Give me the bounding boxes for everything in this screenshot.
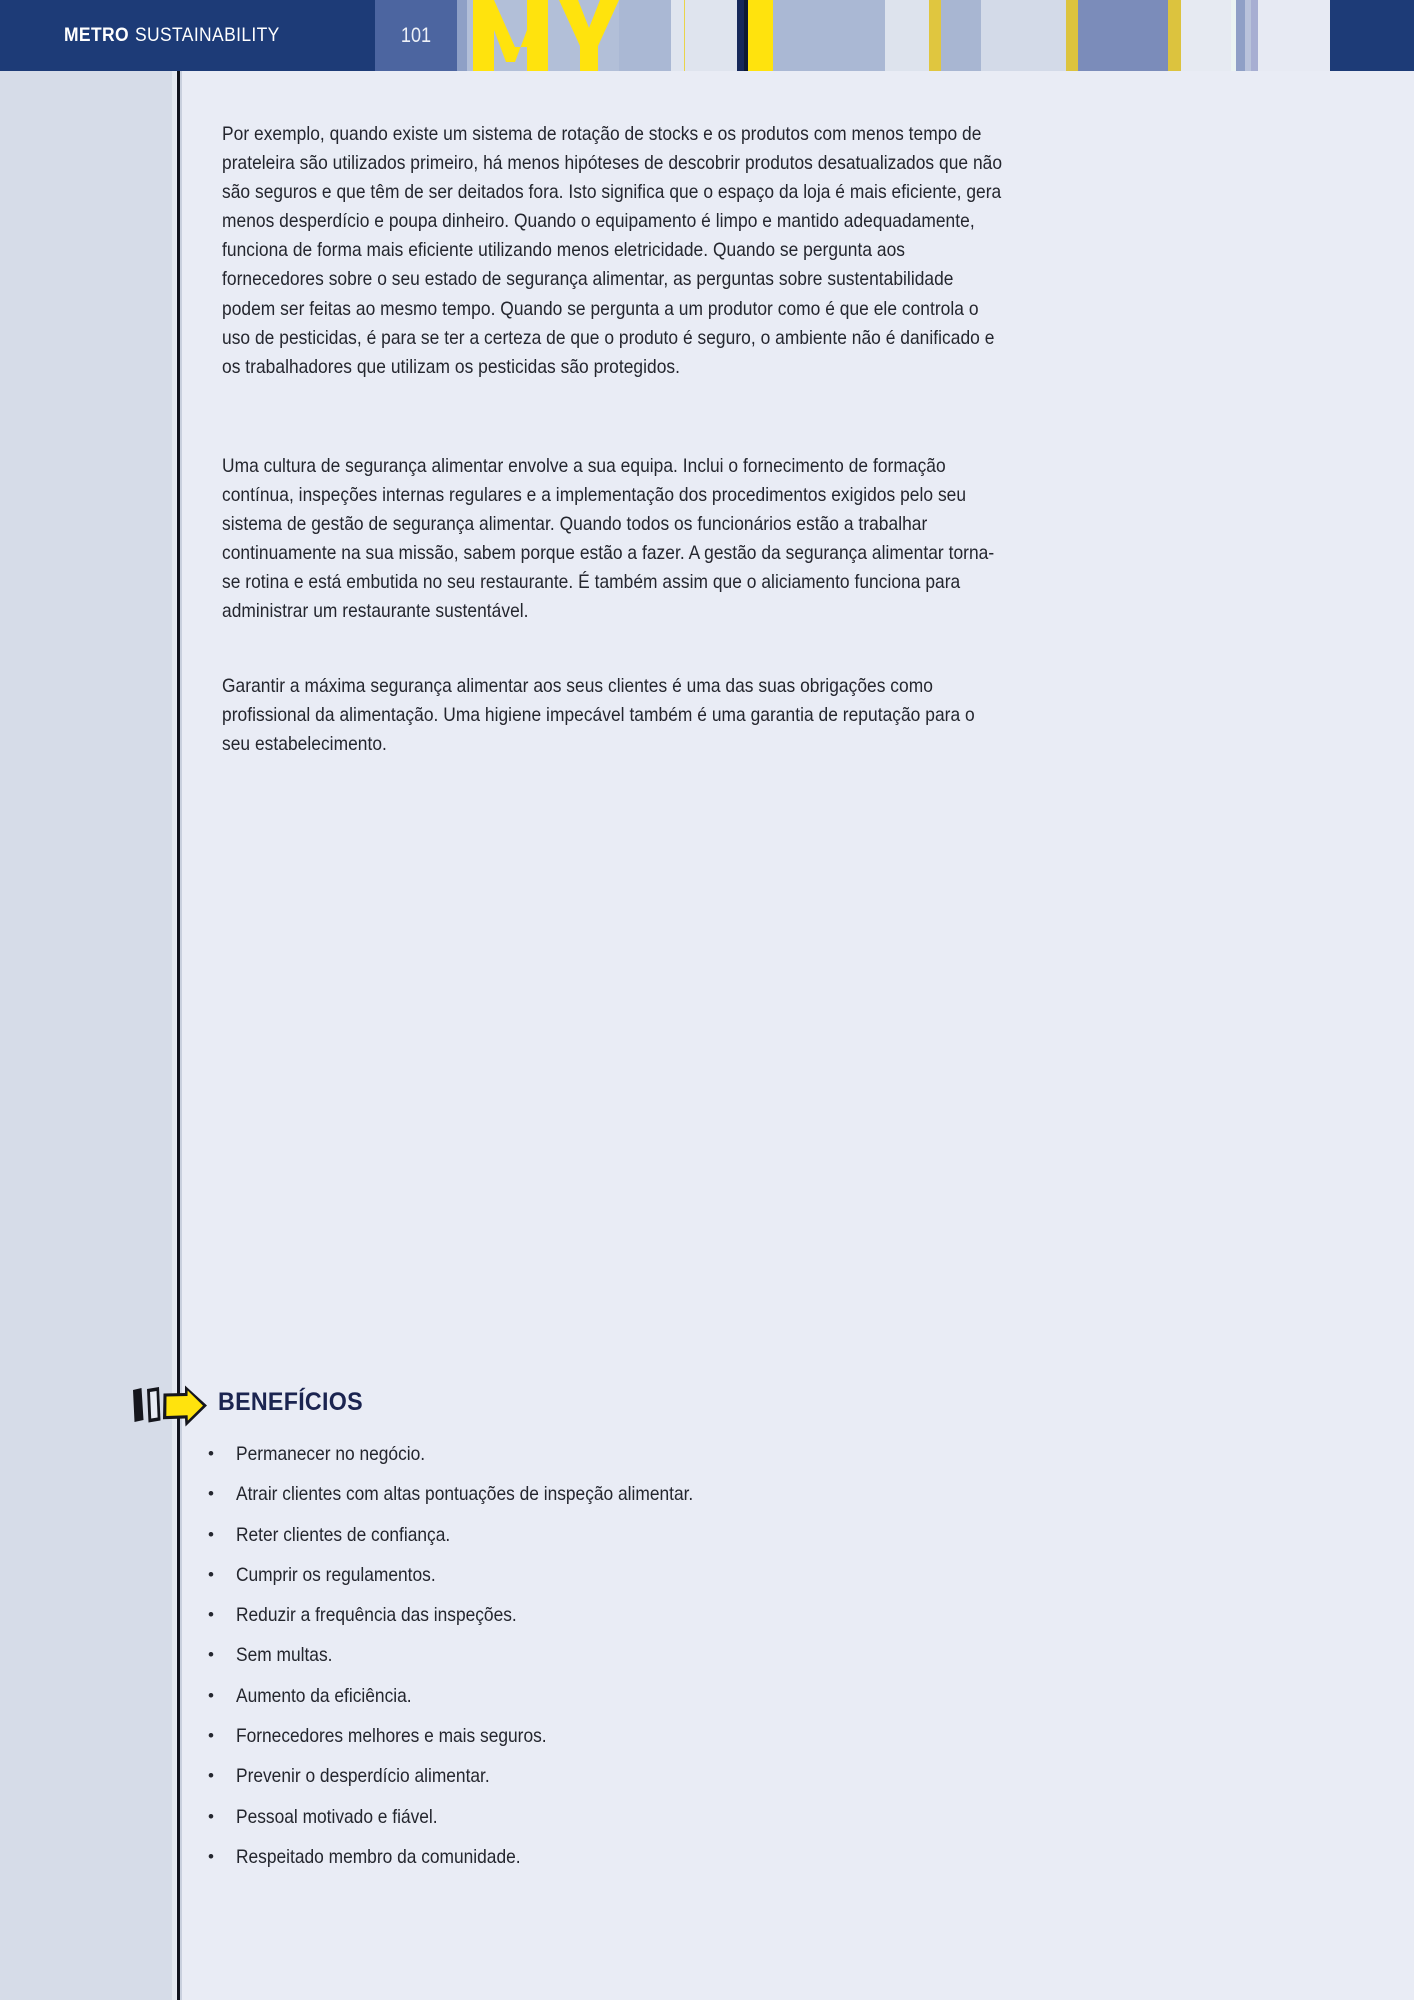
benefits-section bbox=[130, 1388, 1130, 1868]
benefit-item bbox=[208, 1797, 1108, 1837]
benefits-title: BENEFÍCIOS bbox=[218, 1388, 363, 1416]
header-my-logo bbox=[467, 0, 619, 71]
benefit-item bbox=[208, 1635, 1108, 1675]
benefit-item bbox=[208, 1676, 1108, 1716]
benefit-item-label: Sem multas. bbox=[236, 1644, 333, 1667]
benefit-item bbox=[208, 1716, 1108, 1756]
benefit-item bbox=[208, 1474, 1108, 1514]
benefit-item bbox=[208, 1756, 1108, 1796]
header-stripe-11 bbox=[929, 0, 941, 71]
header-stripe-6 bbox=[737, 0, 744, 71]
paragraph-2: Uma cultura de segurança alimentar envolve a sua equipa. Inclui o fornecimento de formação contínua, inspeções internas regulares e a implementação dos procedimentos exigidos pelo seu sistema de gestão de segurança alimentar. Quando todos os funcionários estão a trabalhar continuamente na sua missão, sabem porque estão a fazer. A gestão da segurança alimentar torna-se rotina e está embutida no seu restaurante. É também assim que o aliciamento funciona para administrar um restaurante sustentável. bbox=[222, 455, 995, 623]
benefit-item bbox=[208, 1837, 1108, 1877]
bullet-marker: • bbox=[208, 1564, 214, 1584]
header-stripe-21 bbox=[1251, 0, 1258, 71]
brand-name-sustainability: SUSTAINABILITY bbox=[134, 24, 280, 46]
header-stripe-1 bbox=[457, 0, 467, 71]
page-header bbox=[0, 0, 1414, 71]
benefits-header bbox=[130, 1388, 1130, 1432]
header-stripe-5 bbox=[685, 0, 737, 71]
bullet-marker: • bbox=[208, 1806, 214, 1826]
header-stripe-3 bbox=[671, 0, 684, 71]
left-margin-edge bbox=[172, 0, 176, 2000]
header-stripe-2 bbox=[619, 0, 671, 71]
header-stripe-22 bbox=[1258, 0, 1330, 71]
header-stripe-8 bbox=[748, 0, 773, 71]
benefit-item bbox=[208, 1434, 1108, 1474]
benefit-item-label: Atrair clientes com altas pontuações de inspeção alimentar. bbox=[236, 1483, 694, 1506]
benefit-item-label: Aumento da eficiência. bbox=[236, 1684, 412, 1707]
header-stripe-9 bbox=[773, 0, 885, 71]
page-number: 101 bbox=[400, 23, 432, 47]
header-stripe-12 bbox=[941, 0, 981, 71]
header-stripe-10 bbox=[885, 0, 929, 71]
bullet-marker: • bbox=[208, 1726, 214, 1746]
header-stripe-16 bbox=[1168, 0, 1181, 71]
left-margin-column bbox=[0, 0, 172, 2000]
bullet-marker: • bbox=[208, 1605, 214, 1625]
header-stripe-19 bbox=[1236, 0, 1245, 71]
paragraph-1: Por exemplo, quando existe um sistema de rotação de stocks e os produtos com menos tempo de prateleira são utilizados primeiro, há menos hipóteses de descobrir produtos desatualizados que não são seguros e que têm de ser deitados fora. Isto significa que o espaço da loja é mais eficiente, gera menos desperdício e poupa dinheiro. Quando o equipamento é limpo e mantido adequadamente, funciona de forma mais eficiente utilizando menos eletricidade. Quando se pergunta aos fornecedores sobre o seu estado de segurança alimentar, as perguntas sobre sustentabilidade podem ser feitas ao mesmo tempo. Quando se pergunta a um produtor como é que ele controla o uso de pesticidas, é para se ter a certeza de que o produto é seguro, o ambiente não é danificado e os trabalhadores que utilizam os pesticidas são protegidos. bbox=[222, 123, 1003, 378]
header-stripe-15 bbox=[1078, 0, 1168, 71]
benefit-item-label: Prevenir o desperdício alimentar. bbox=[236, 1765, 490, 1788]
bullet-marker: • bbox=[208, 1444, 214, 1463]
benefit-item-label: Cumprir os regulamentos. bbox=[236, 1563, 436, 1586]
bullet-marker: • bbox=[208, 1645, 214, 1665]
bullet-marker: • bbox=[208, 1846, 214, 1866]
bullet-marker: • bbox=[208, 1685, 214, 1705]
benefit-item-label: Reduzir a frequência das inspeções. bbox=[236, 1604, 517, 1627]
right-page-edge bbox=[1395, 0, 1414, 2000]
brand-lockup bbox=[64, 0, 292, 71]
benefit-item bbox=[208, 1555, 1108, 1595]
benefit-item bbox=[208, 1595, 1108, 1635]
bullet-marker: • bbox=[208, 1766, 214, 1786]
brand-name-metro: METRO bbox=[64, 24, 129, 46]
benefit-item-label: Fornecedores melhores e mais seguros. bbox=[236, 1725, 547, 1748]
benefit-item bbox=[208, 1515, 1108, 1555]
paragraph-3: Garantir a máxima segurança alimentar aos seus clientes é uma das suas obrigações como profissional da alimentação. Uma higiene impecável também é uma garantia de reputação para o seu estabelecimento. bbox=[222, 675, 975, 756]
benefits-list bbox=[208, 1434, 1108, 1877]
benefit-item-label: Permanecer no negócio. bbox=[236, 1443, 426, 1465]
header-navy-right-block bbox=[1330, 0, 1414, 71]
bullet-marker: • bbox=[208, 1484, 214, 1504]
header-stripe-17 bbox=[1181, 0, 1231, 71]
yellow-arrow-icon bbox=[130, 1384, 210, 1428]
benefit-item-label: Pessoal motivado e fiável. bbox=[236, 1805, 438, 1828]
benefit-item-label: Respeitado membro da comunidade. bbox=[236, 1845, 521, 1868]
benefit-item-label: Reter clientes de confiança. bbox=[236, 1523, 451, 1546]
bullet-marker: • bbox=[208, 1524, 214, 1544]
header-stripe-13 bbox=[981, 0, 1066, 71]
header-stripe-14 bbox=[1066, 0, 1078, 71]
vertical-rule-shadow bbox=[180, 0, 182, 2000]
